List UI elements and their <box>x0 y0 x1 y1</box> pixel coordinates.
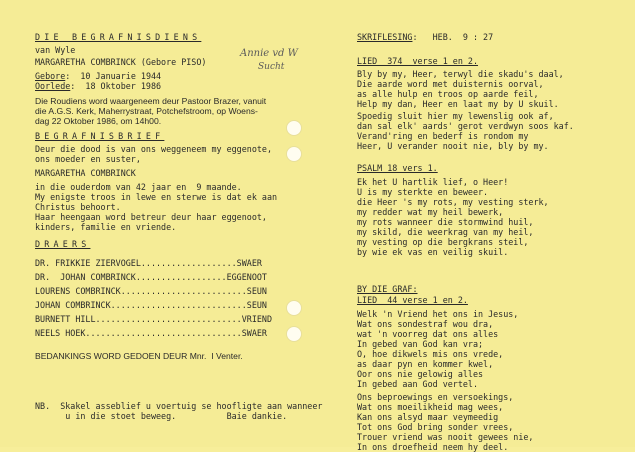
hymn-1-line: Help my dan, Heer en laat my by U skuil. <box>357 99 559 109</box>
punch-hole <box>286 120 302 136</box>
pallbearers-heading: DRAERS <box>35 239 91 249</box>
at-grave-heading: BY DIE GRAF: <box>357 284 418 294</box>
hymn-1-line: Heer, U verander nooit nie, bly by my. <box>357 141 549 151</box>
hymn-2-heading: LIED 44 verse 1 en 2. <box>357 295 468 305</box>
psalm-line: Ek het U hartlik lief, o Heer! <box>357 177 509 187</box>
letter-line-8: kinders, familie en vriende. <box>35 222 177 232</box>
letter-line-4: in die ouderdom van 42 jaar en 9 maande. <box>35 182 242 192</box>
note-line-1: NB. Skakel asseblief u voertuig se hoofligte aan wanneer <box>35 401 323 411</box>
scripture-line <box>357 32 493 42</box>
service-info-line-1: Die Roudiens word waargeneem deur Pastoor Brazer, vanuit <box>35 96 267 106</box>
letter-line-5: My enigste troos in lewe en sterwe is dat ek aan <box>35 192 278 202</box>
hymn-2-line: Wat ons sondestraf wou dra, <box>357 319 494 329</box>
psalm-heading: PSALM 18 vers 1. <box>357 163 438 173</box>
hymn-1-line: as alle hulp en troos op aarde feil, <box>357 89 539 99</box>
psalm-line: by wie ek vas en veilig skuil. <box>357 247 509 257</box>
hymn-2-line: Ons beproewings en versoekings, <box>357 392 514 402</box>
psalm-line: die Heer 's my rots, my vesting sterk, <box>357 197 549 207</box>
service-info-line-3: dag 22 Oktober 1986, om 14h00. <box>35 116 162 126</box>
thanks-line: BEDANKINGS WORD GEDOEN DEUR Mnr. I Venter. <box>35 351 243 361</box>
hymn-2-line: Kan ons alsyd maar veymeedig <box>357 412 499 422</box>
pallbearer-row: BURNETT HILL.............................VRIEND <box>35 314 272 324</box>
born-date: : 10 Januarie 1944 <box>65 71 162 81</box>
service-info-line-2: die A.G.S. Kerk, Maherrystraat, Potchefstroom, op Woens- <box>35 106 258 116</box>
hymn-2-line: O, hoe dikwels mis ons vrede, <box>357 349 504 359</box>
punch-hole <box>286 300 302 316</box>
from-line: van Wyle <box>35 45 76 55</box>
died-label: Oorlede <box>35 81 71 91</box>
hymn-1-line: Verand'ring en bederf is rondom my <box>357 131 529 141</box>
hymn-2-line: In gebed van God kan vra; <box>357 339 484 349</box>
hymn-1-line: Spoedig sluit hier my lewenslig ook af, <box>357 111 554 121</box>
letter-line-6: Christus behoort. <box>35 202 121 212</box>
scripture-label: SKRIFLESING <box>357 32 413 42</box>
hymn-2-line: Trouer vriend was nooit gewees nie, <box>357 432 534 442</box>
hymn-2-line: Welk 'n Vriend het ons in Jesus, <box>357 309 519 319</box>
funeral-service-heading: DIE BEGRAFNISDIENS <box>35 32 202 42</box>
hymn-2-line: In gebed aan God vertel. <box>357 379 479 389</box>
letter-line-1: Deur die dood is van ons weggeneem my eggenote, <box>35 144 272 154</box>
scripture-ref: : HEB. 9 : 27 <box>412 32 494 42</box>
psalm-line: my redder wat my heil bewerk, <box>357 207 504 217</box>
pallbearer-row: DR. FRIKKIE ZIERVOGEL...................SWAER <box>35 258 262 268</box>
psalm-line: my rots wanneer die stormwind huil, <box>357 217 534 227</box>
funeral-letter-heading: BEGRAFNISBRIEF <box>35 131 165 141</box>
pallbearer-row: LOURENS COMBRINCK.........................SEUN <box>35 286 267 296</box>
born-line <box>35 71 161 81</box>
hymn-1-line: Die aarde word met duisternis oorval, <box>357 79 544 89</box>
died-date: : 18 Oktober 1986 <box>70 81 162 91</box>
handwritten-note-2: Sucht <box>258 62 285 72</box>
hymn-2-line: Oor ons nie gelowig alles <box>357 369 484 379</box>
punch-hole <box>286 146 302 162</box>
punch-hole <box>286 326 302 342</box>
hymn-1-line: dan sal elk' aards' gerot verdwyn soos kaf. <box>357 121 574 131</box>
hymn-1-line: Bly by my, Heer, terwyl die skadu's daal, <box>357 69 564 79</box>
hymn-2-line: In ons droefheid neem hy deel. <box>357 442 509 452</box>
letter-line-3: MARGARETHA COMBRINCK <box>35 168 136 178</box>
died-line <box>35 81 161 91</box>
hymn-2-line: Tot ons God bring sonder vrees, <box>357 422 514 432</box>
pallbearer-row: NEELS HOEK...............................SWAER <box>35 328 267 338</box>
note-line-2: u in die stoet beweeg. Baie dankie. <box>35 411 288 421</box>
psalm-line: U is my sterkte en beweer. <box>357 187 489 197</box>
born-label: Gebore <box>35 71 66 81</box>
hymn-1-heading: LIED 374 verse 1 en 2. <box>357 56 479 66</box>
letter-line-2: ons moeder en suster, <box>35 154 141 164</box>
letter-line-7: Haar heengaan word betreur deur haar eggenoot, <box>35 212 267 222</box>
deceased-name: MARGARETHA COMBRINCK (Gebore PISO) <box>35 57 207 67</box>
hymn-2-line: wat 'n voorreg dat ons alles <box>357 329 499 339</box>
psalm-line: my vesting op die bergkrans steil, <box>357 237 529 247</box>
pallbearer-row: DR. JOHAN COMBRINCK..................EGGENOOT <box>35 272 267 282</box>
psalm-line: my skild, die weerkrag van my heil, <box>357 227 534 237</box>
handwritten-note-1: Annie vd W <box>240 48 298 59</box>
pallbearer-row: JOHAN COMBRINCK...........................SEUN <box>35 300 267 310</box>
hymn-2-line: Wat ons moeilikheid mag wees, <box>357 402 504 412</box>
hymn-2-line: as daar pyn en kommer kwel, <box>357 359 494 369</box>
